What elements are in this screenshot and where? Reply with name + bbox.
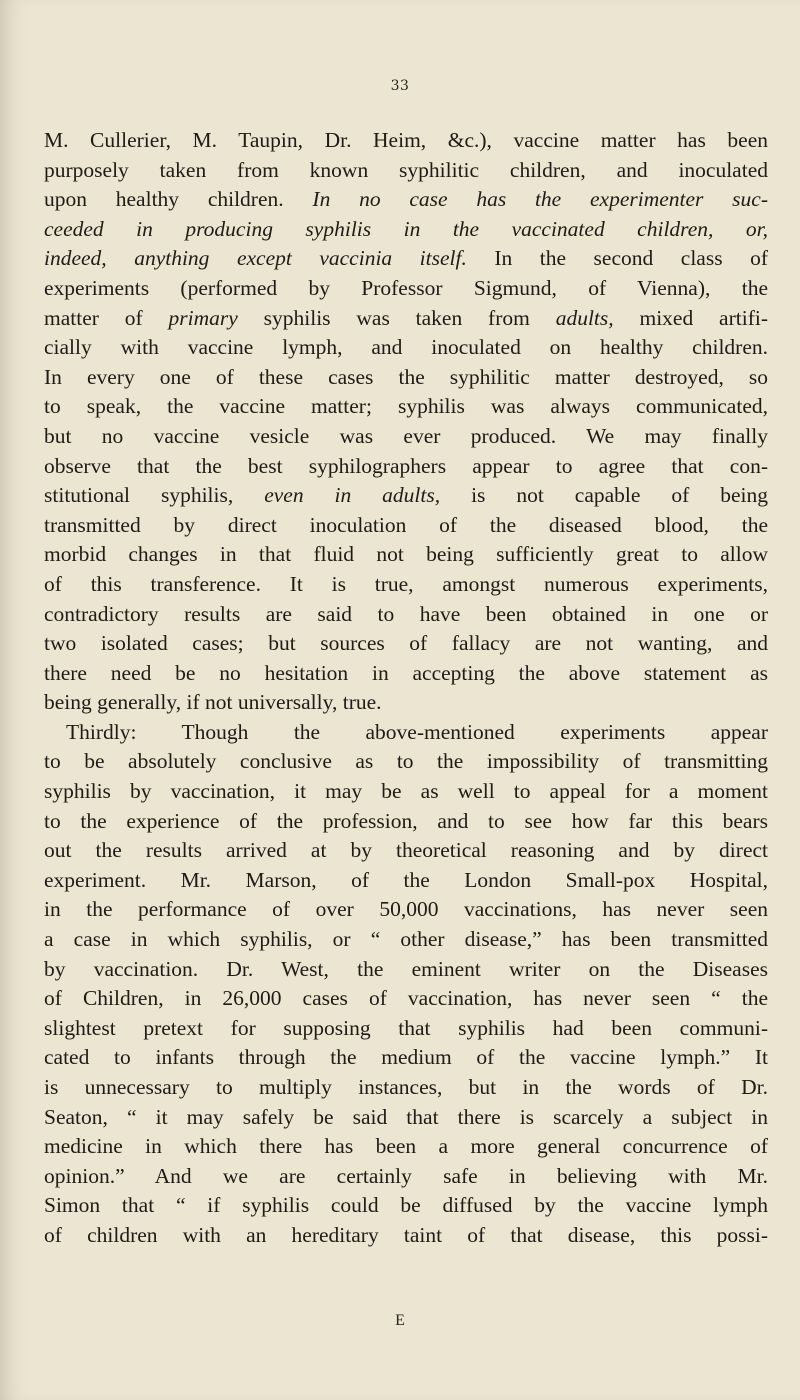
- text-run: experiment. Mr. Marson, of the London Small-pox Hospital,: [44, 867, 768, 892]
- text-line: [44, 1132, 768, 1162]
- text-line: [44, 392, 768, 422]
- text-line: [44, 629, 768, 659]
- italic-text: even in adults,: [264, 483, 441, 508]
- text-run: to speak, the vaccine matter; syphilis was always communicated,: [44, 394, 768, 419]
- text-run: transmitted by direct inoculation of the diseased blood, the: [44, 512, 768, 537]
- text-line: [44, 244, 768, 274]
- text-line: [44, 422, 768, 452]
- text-run: In every one of these cases the syphilitic matter destroyed, so: [44, 364, 768, 389]
- text-line: [44, 1191, 768, 1221]
- text-run: slightest pretext for supposing that syphilis had been communi-: [44, 1015, 768, 1040]
- text-line: [44, 215, 768, 245]
- text-line: [44, 1014, 768, 1044]
- text-line: [44, 688, 768, 718]
- italic-text: adults,: [555, 305, 614, 330]
- text-line: [44, 836, 768, 866]
- italic-text: primary: [168, 305, 238, 330]
- text-line: [44, 866, 768, 896]
- text-line: [44, 274, 768, 304]
- text-line: [44, 1221, 768, 1251]
- text-line: [44, 955, 768, 985]
- text-run: cially with vaccine lymph, and inoculated on healthy children.: [44, 335, 768, 360]
- text-run: a case in which syphilis, or “ other disease,” has been transmitted: [44, 927, 768, 952]
- text-run: of this transference. It is true, amongst numerous experiments,: [44, 571, 768, 596]
- text-run: out the results arrived at by theoretical reasoning and by direct: [44, 838, 768, 863]
- text-run: Simon that “ if syphilis could be diffused by the vaccine lymph: [44, 1193, 768, 1218]
- text-line: [44, 718, 768, 748]
- text-run: two isolated cases; but sources of fallacy are not wanting, and: [44, 631, 768, 656]
- text-line: [44, 747, 768, 777]
- text-run: Thirdly: Though the above-mentioned experiments appear: [66, 719, 768, 744]
- text-line: [44, 333, 768, 363]
- text-run: mixed artifi-: [613, 305, 768, 330]
- text-line: [44, 659, 768, 689]
- text-line: [44, 481, 768, 511]
- text-line: [44, 1043, 768, 1073]
- italic-text: ceeded in producing syphilis in the vaccinated children, or,: [44, 216, 768, 241]
- text-line: [44, 777, 768, 807]
- text-run: in the performance of over 50,000 vaccinations, has never seen: [44, 897, 768, 922]
- text-line: [44, 304, 768, 334]
- text-run: to the experience of the profession, and to see how far this bears: [44, 808, 768, 833]
- text-run: to be absolutely conclusive as to the impossibility of transmitting: [44, 749, 768, 774]
- text-run: medicine in which there has been a more general concurrence of: [44, 1134, 768, 1159]
- text-line: [44, 511, 768, 541]
- italic-text: indeed, anything except vaccinia itself.: [44, 246, 467, 271]
- text-line: [44, 452, 768, 482]
- text-run: M. Cullerier, M. Taupin, Dr. Heim, &c.), vaccine matter has been: [44, 128, 768, 152]
- text-line: [44, 540, 768, 570]
- text-run: Seaton, “ it may safely be said that there is scarcely a subject in: [44, 1104, 768, 1129]
- text-run: In the second class of: [466, 246, 768, 271]
- page-number: 33: [390, 78, 410, 94]
- text-run: morbid changes in that fluid not being sufficiently great to allow: [44, 542, 768, 567]
- text-line: [44, 126, 768, 156]
- text-run: contradictory results are said to have been obtained in one or: [44, 601, 768, 626]
- text-run: observe that the best syphilographers appear to agree that con-: [44, 453, 768, 478]
- text-line: [44, 807, 768, 837]
- text-run: is unnecessary to multiply instances, but in the words of Dr.: [44, 1075, 768, 1099]
- text-line: [44, 1162, 768, 1192]
- text-run: syphilis by vaccination, it may be as well to appeal for a moment: [44, 779, 768, 804]
- body-text: [44, 126, 768, 1251]
- text-run: of Children, in 26,000 cases of vaccination, has never seen “ the: [44, 986, 768, 1011]
- text-line: [44, 363, 768, 393]
- text-line: [44, 185, 768, 215]
- text-run: upon healthy children.: [44, 187, 313, 212]
- text-run: of children with an hereditary taint of that disease, this possi-: [44, 1222, 768, 1247]
- text-line: [44, 156, 768, 186]
- text-run: syphilis was taken from: [237, 305, 556, 330]
- text-line: [44, 570, 768, 600]
- text-run: experiments (performed by Professor Sigmund, of Vienna), the: [44, 275, 768, 300]
- text-line: [44, 984, 768, 1014]
- text-line: [44, 1073, 768, 1103]
- text-line: [44, 925, 768, 955]
- text-run: being generally, if not universally, true.: [44, 690, 382, 715]
- text-run: is not capable of being: [440, 483, 768, 508]
- signature-mark: E: [395, 1312, 405, 1329]
- italic-text: In no case has the experimenter suc-: [312, 187, 768, 212]
- text-run: cated to infants through the medium of the vaccine lymph.” It: [44, 1045, 768, 1070]
- text-run: but no vaccine vesicle was ever produced. We may finally: [44, 423, 768, 448]
- text-run: opinion.” And we are certainly safe in believing with Mr.: [44, 1163, 768, 1188]
- text-line: [44, 600, 768, 630]
- text-line: [44, 895, 768, 925]
- text-run: by vaccination. Dr. West, the eminent writer on the Diseases: [44, 956, 768, 981]
- text-run: purposely taken from known syphilitic children, and inoculated: [44, 157, 768, 182]
- text-run: matter of: [44, 305, 169, 330]
- text-line: [44, 1103, 768, 1133]
- text-run: stitutional syphilis,: [44, 483, 265, 508]
- text-run: there need be no hesitation in accepting the above statement as: [44, 660, 768, 685]
